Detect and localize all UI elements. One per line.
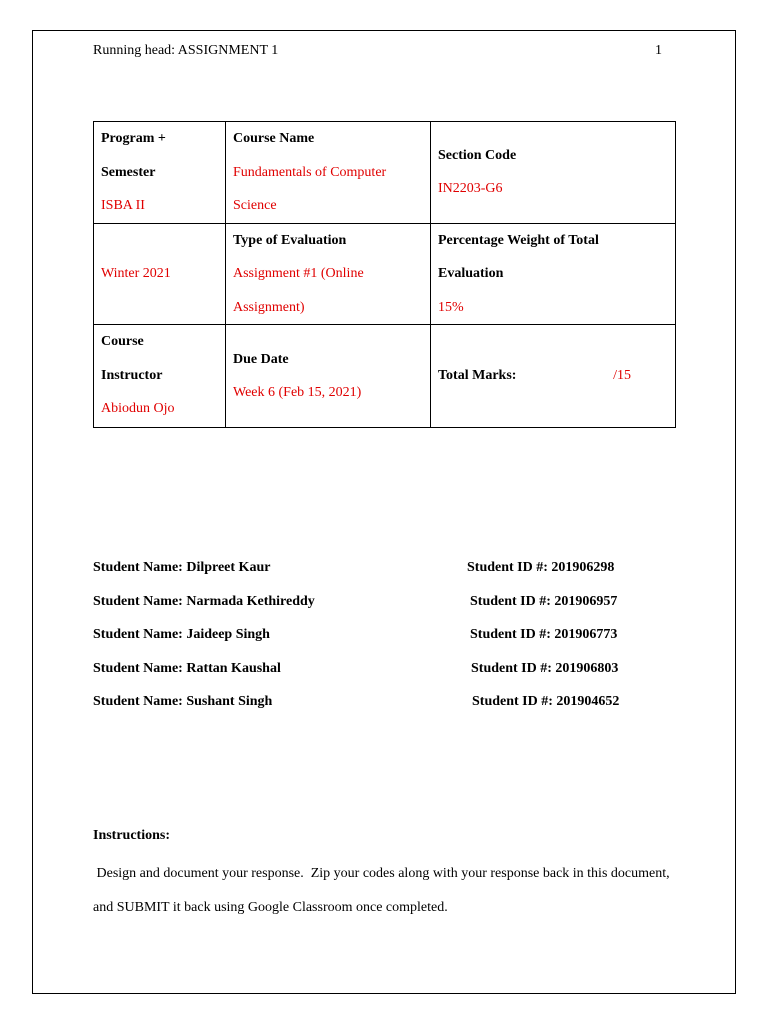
instructor-label-line2: Instructor (101, 367, 163, 383)
student-name: Student Name: Jaideep Singh (93, 627, 270, 642)
weight-value: 15% (438, 299, 464, 315)
section-code-label: Section Code (438, 147, 517, 163)
list-item (93, 694, 653, 728)
eval-type-label: Type of Evaluation (233, 232, 347, 248)
term-cell (94, 223, 226, 325)
course-name-value-line1: Fundamentals of Computer (233, 164, 387, 180)
student-list (93, 560, 653, 728)
table-row (94, 223, 676, 325)
student-name: Student Name: Dilpreet Kaur (93, 560, 271, 575)
running-head: Running head: ASSIGNMENT 1 (93, 43, 279, 58)
section-code-value: IN2203-G6 (438, 181, 503, 197)
course-name-cell (226, 122, 431, 224)
table-row (94, 325, 676, 428)
student-id: Student ID #: 201906803 (471, 660, 619, 676)
total-marks-label: Total Marks: (438, 368, 517, 384)
weight-label-line2: Evaluation (438, 266, 504, 281)
instructor-cell (94, 325, 226, 428)
student-id: Student ID #: 201904652 (472, 694, 620, 709)
student-name: Student Name: Sushant Singh (93, 694, 273, 709)
course-name-value-line2: Science (233, 198, 277, 213)
program-label: Program + (101, 131, 166, 146)
page-number: 1 (655, 43, 662, 58)
list-item (93, 560, 653, 594)
eval-type-cell (226, 223, 431, 325)
semester-label: Semester (101, 164, 156, 180)
program-cell (94, 122, 226, 224)
weight-label-line1: Percentage Weight of Total (438, 232, 599, 248)
student-name: Student Name: Rattan Kaushal (93, 660, 281, 676)
section-code-cell (431, 122, 676, 224)
student-id: Student ID #: 201906298 (467, 560, 615, 575)
due-date-value: Week 6 (Feb 15, 2021) (233, 385, 362, 400)
term-value: Winter 2021 (101, 266, 171, 281)
due-date-label: Due Date (233, 351, 289, 367)
weight-cell (431, 223, 676, 325)
due-date-cell (226, 325, 431, 428)
total-marks-cell (431, 325, 676, 428)
program-value: ISBA II (101, 198, 145, 213)
instructions-title: Instructions: (93, 828, 171, 843)
instructor-label-line1: Course (101, 334, 144, 349)
student-id: Student ID #: 201906773 (470, 627, 618, 642)
student-id: Student ID #: 201906957 (470, 593, 618, 609)
eval-type-value-line2: Assignment) (233, 299, 305, 315)
course-name-label: Course Name (233, 131, 315, 146)
list-item (93, 627, 653, 661)
instructor-value: Abiodun Ojo (101, 401, 175, 416)
table-row (94, 122, 676, 224)
course-info-table (93, 121, 676, 428)
instructions-body: Design and document your response. Zip your codes along with your response back in this document, and SUBMIT it back using Google Classroom once completed. (93, 866, 674, 915)
list-item (93, 594, 653, 628)
eval-type-value-line1: Assignment #1 (Online (233, 266, 364, 281)
total-marks-value: /15 (613, 368, 631, 384)
student-name: Student Name: Narmada Kethireddy (93, 593, 315, 609)
list-item (93, 661, 653, 695)
